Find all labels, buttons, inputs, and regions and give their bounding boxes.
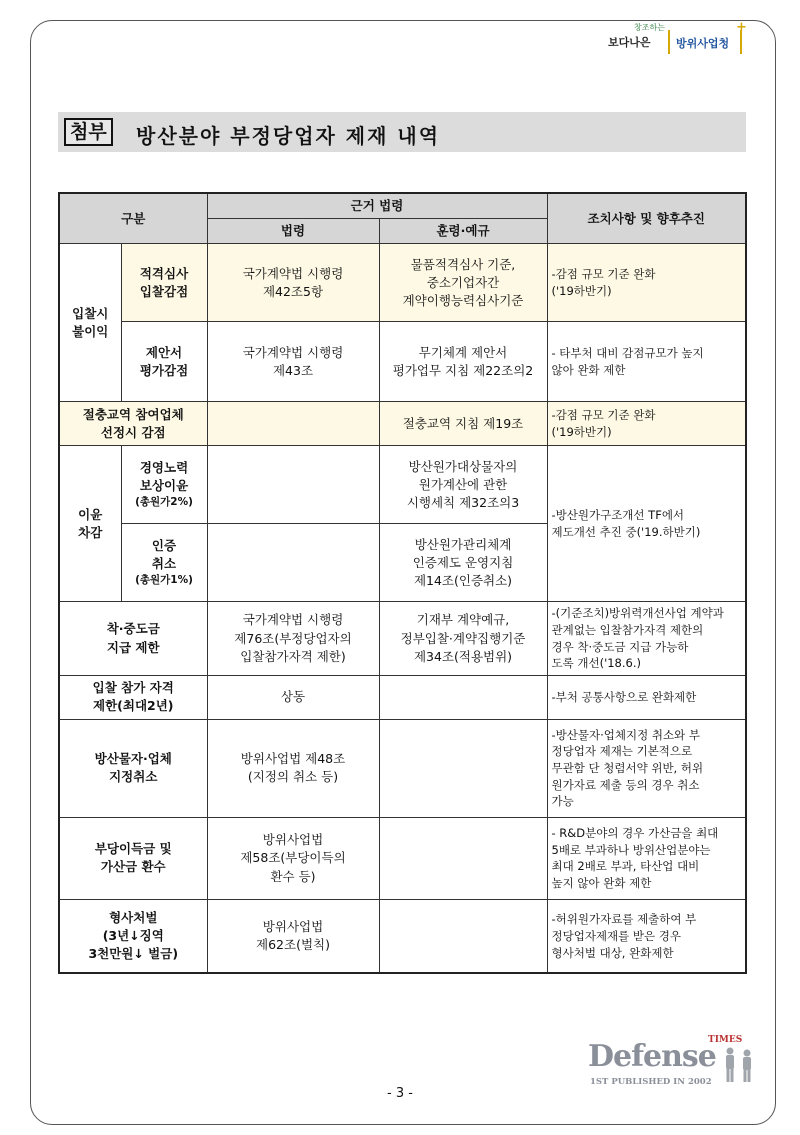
- soldiers-icon: [720, 1045, 760, 1085]
- row-directive: [379, 899, 547, 973]
- table-row: [59, 899, 746, 973]
- row-law: 상동: [207, 675, 379, 719]
- row-sub-label: 인증 취소: [151, 538, 177, 572]
- row-directive: 절충교역 지침 제19조: [379, 402, 547, 446]
- row-category: 부당이득금 및 가산금 환수: [59, 817, 207, 899]
- table-row: [59, 322, 746, 402]
- header-basis: 근거 법령: [207, 193, 547, 219]
- row-law: 국가계약법 시행령 제43조: [207, 322, 379, 402]
- attachment-tag: 첨부: [64, 118, 113, 146]
- row-law: 국가계약법 시행령 제42조5항: [207, 244, 379, 322]
- dapa-logo: [600, 20, 750, 62]
- row-category: 착·중도금 지급 제한: [59, 602, 207, 676]
- group-profit: 이윤 차감: [59, 446, 121, 602]
- row-law: 방위사업법 제62조(벌칙): [207, 899, 379, 973]
- row-sub-note: (총원가2%): [135, 496, 193, 509]
- header-law: 법령: [207, 219, 379, 244]
- watermark-defense: Defense: [588, 1039, 716, 1074]
- row-law: 방위사업법 제48조 (지정의 취소 등): [207, 719, 379, 817]
- logo-agency-name: 방위사업청: [676, 37, 730, 50]
- table-row: [59, 402, 746, 446]
- row-action: -허위원가자료를 제출하여 부 정당업자제재를 받은 경우 형사처벌 대상, 완화제한: [547, 899, 746, 973]
- header-directive: 훈령·예규: [379, 219, 547, 244]
- row-law: [207, 524, 379, 602]
- group-bidding: 입찰시 불이익: [59, 244, 121, 402]
- table-row: [59, 244, 746, 322]
- row-directive: [379, 719, 547, 817]
- row-category: 입찰 참가 자격 제한(최대2년): [59, 675, 207, 719]
- row-action: -방산물자·업체지정 취소와 부 정당업자 제재는 기본적으로 무관함 단 청렴서약 위반, 허위 원가자료 제출 등의 경우 취소 가능: [547, 719, 746, 817]
- watermark-times: TIMES: [708, 1035, 743, 1045]
- header-row-1: [59, 193, 746, 219]
- row-category: 절충교역 참여업체 선정시 감점: [59, 402, 207, 446]
- row-directive: 무기체계 제안서 평가업무 지침 제22조의2: [379, 322, 547, 402]
- row-sub-label: 경영노력 보상이윤: [139, 460, 189, 494]
- header-action: 조치사항 및 향후추진: [547, 193, 746, 244]
- row-directive: 방산원가관리체계 인증제도 운영지침 제14조(인증취소): [379, 524, 547, 602]
- row-directive: 물품적격심사 기준, 중소기업자간 계약이행능력심사기준: [379, 244, 547, 322]
- page-number: - 3 -: [387, 1086, 413, 1101]
- row-law: 방위사업법 제58조(부당이득의 환수 등): [207, 817, 379, 899]
- table-row: [59, 817, 746, 899]
- table-row: [59, 719, 746, 817]
- row-law: [207, 402, 379, 446]
- row-action: -(기준조치)방위력개선사업 계약과 관계없는 입찰참가자격 제한의 경우 착·중도금 지급 가능하 도록 개선('18.6.): [547, 602, 746, 676]
- logo-slogan-small: 창조하는: [634, 23, 665, 32]
- row-category: 방산물자·업체 지정취소: [59, 719, 207, 817]
- row-directive: [379, 675, 547, 719]
- row-directive: 기재부 계약예규, 정부입찰·계약집행기준 제34조(적용범위): [379, 602, 547, 676]
- table-row: [59, 602, 746, 676]
- row-action: - 타부처 대비 감점규모가 높지 않아 완화 제한: [547, 322, 746, 402]
- watermark-published: 1ST PUBLISHED IN 2002: [590, 1077, 712, 1087]
- row-sub-label: 적격심사 입찰감점: [121, 244, 207, 322]
- row-directive: [379, 817, 547, 899]
- row-directive: 방산원가대상물자의 원가계산에 관한 시행세칙 제32조의3: [379, 446, 547, 524]
- row-action: -방산원가구조개선 TF에서 제도개선 추진 중('19.하반기): [547, 446, 746, 602]
- row-action: - R&D분야의 경우 가산금을 최대 5배로 부과하나 방위산업분야는 최대 2배로 부과, 타산업 대비 높지 않아 완화 제한: [547, 817, 746, 899]
- row-law: 국가계약법 시행령 제76조(부정당업자의 입찰참가자격 제한): [207, 602, 379, 676]
- row-sub-label: 제안서 평가감점: [121, 322, 207, 402]
- row-action: -감점 규모 기준 완화 ('19하반기): [547, 244, 746, 322]
- logo-plus-icon: +: [736, 20, 747, 35]
- header-category: 구분: [59, 193, 207, 244]
- row-sub-label-cell: [121, 446, 207, 524]
- row-law: [207, 446, 379, 524]
- logo-slogan-main: 보다나은: [608, 36, 651, 49]
- row-category: 형사처벌 (3년↓징역 3천만원↓ 벌금): [59, 899, 207, 973]
- sanctions-table: [58, 192, 747, 974]
- title-bar: [58, 112, 746, 152]
- table-row: [59, 675, 746, 719]
- row-action: -부처 공통사항으로 완화제한: [547, 675, 746, 719]
- page-title: 방산분야 부정당업자 제재 내역: [136, 124, 441, 148]
- row-sub-note: (총원가1%): [135, 574, 193, 587]
- table-row: [59, 446, 746, 524]
- row-action: -감점 규모 기준 완화 ('19하반기): [547, 402, 746, 446]
- row-sub-label-cell: [121, 524, 207, 602]
